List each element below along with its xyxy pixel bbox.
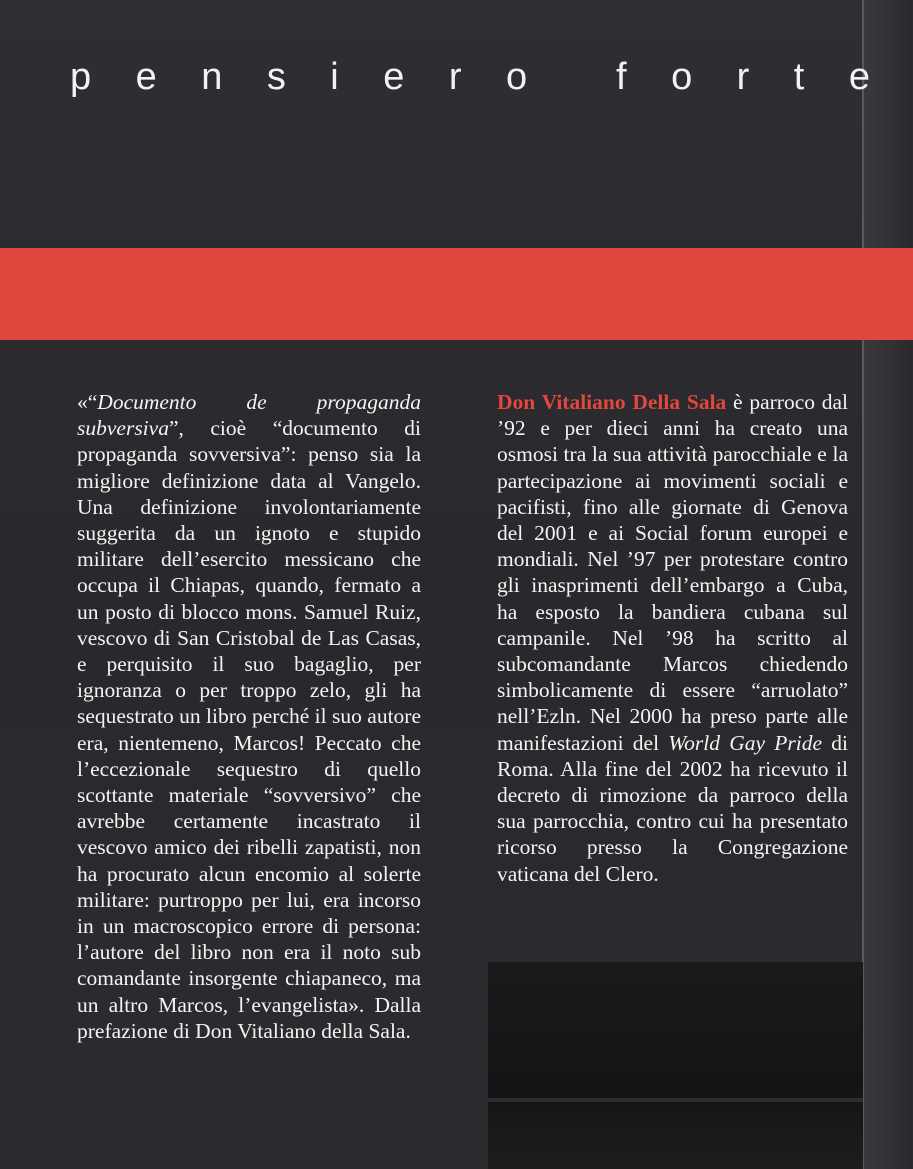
series-letter: f: [616, 56, 627, 98]
series-letter: p: [70, 56, 92, 98]
series-letter: e: [848, 56, 870, 98]
author-name: Don Vitaliano Della Sala: [497, 390, 727, 414]
quoted-title: Documento de propaganda subversiva: [77, 390, 421, 441]
spine-strip: [864, 0, 913, 1169]
series-letter: n: [201, 56, 223, 98]
dark-ribbon: [488, 962, 863, 1169]
series-letter: o: [671, 56, 693, 98]
event-name: World Gay Pride: [668, 730, 823, 755]
series-letter: t: [793, 56, 805, 98]
author-bio: [497, 389, 848, 887]
bio-text-2: di Roma. Alla fine del 2002 ha ricevuto il decreto di rimozione da parroco della sua parrocchia, contro cui ha presentato ricorso presso la Congregazione vaticana del Clero.: [497, 730, 848, 886]
series-letter: i: [330, 56, 339, 98]
series-letter: o: [505, 56, 528, 98]
series-title: [70, 52, 870, 102]
quote-open: «“: [77, 390, 98, 414]
bio-text-1: è parroco dal ’92 e per dieci anni ha creato una osmosi tra la sua attività parocchiale e la partecipazione ai movimenti sociali e pacifisti, fino alle giornate di Genova del 2001 e ai Social forum europei e mondiali. Nel ’97 per protestare contro gli inasprimenti dell’embargo a Cuba, ha esposto la bandiera cubana sul campanile. Nel ’98 ha scritto al subcomandante Marcos chiedendo simbolicamente di essere “arruolato” nell’Ezln. Nel 2000 ha preso parte alle manifestazioni del: [497, 390, 848, 755]
red-band: [0, 248, 913, 340]
series-letter: r: [448, 56, 462, 98]
series-letter: e: [135, 56, 157, 98]
series-letter: s: [266, 56, 286, 98]
author-bio-column: [497, 389, 848, 887]
quote-body: ”, cioè “documento di propaganda sovversiva”: penso sia la migliore definizione data al Vangelo. Una definizione involontariamente suggerita da un ignoto e stupido militare dell’esercito messicano che occupa il Chiapas, quando, fermato a un posto di blocco mons. Samuel Ruiz, vescovo di San Cristobal de Las Casas, e perquisito il suo bagaglio, per ignoranza o per troppo zelo, gli ha sequestrato un libro perché il suo autore era, nientemeno, Marcos! Peccato che l’eccezionale sequestro di quello scottante materiale “sovversivo” che avrebbe certamente incastrato il vescovo amico dei ribelli zapatisti, non ha procurato alcun encomio al solerte militare: purtroppo per lui, era incorso in un macroscopico errore di persona: l’autore del libro non era il noto sub comandante insorgente chiapaneco, ma un altro Marcos, l’evangelista». Dalla prefazione di Don Vitaliano della Sala.: [77, 416, 421, 1043]
preface-quote: [77, 389, 421, 1044]
series-letter: e: [383, 56, 405, 98]
preface-quote-column: [77, 389, 421, 1044]
series-letter: r: [736, 56, 750, 98]
ribbon-fold: [488, 1098, 863, 1102]
